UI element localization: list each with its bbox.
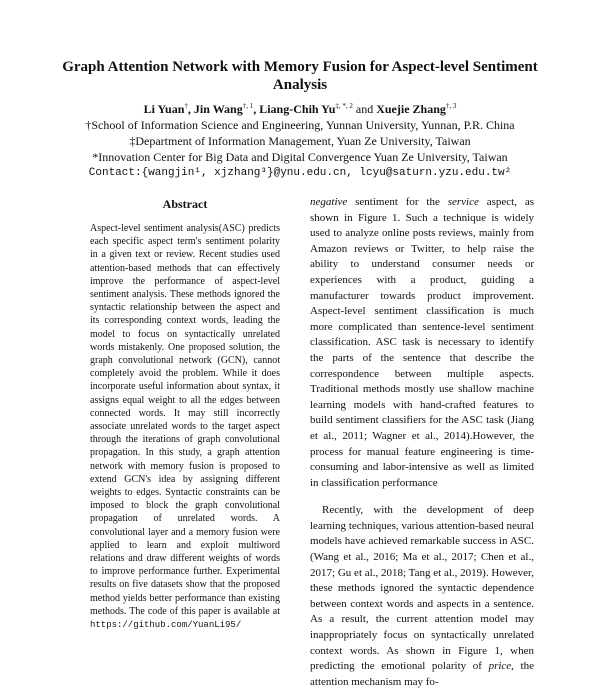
author-names [0,98,600,117]
paragraph-text: Recently, with the development of deep learning techniques, various attention-based neural models have achieved remarkable success in ASC. (Wang et al., 2016; Ma et al., 2017; Chen et al., 2017; Gu et al., 2018; Tang et al., 2019). However, these methods ignored the syntactic dependence between context words and aspects in a sentence. As a result, the current attention model may inappropriately focus on syntactically unrelated context words. As shown in Figure 1, when predicting the emotional polarity of [310,504,534,673]
author-name: Jin Wang [193,102,243,116]
intro-column [310,195,534,690]
contact-line: Contact:{wangjin¹, xjzhang³}@ynu.edu.cn, lcyu@saturn.yzu.edu.tw² [88,167,512,179]
author-joiner: , [187,102,194,116]
affiliation: ‡Department of Information Management, Yuan Ze University, Taiwan [129,134,471,148]
emphasis-text: price [488,660,512,673]
emphasis-text: negative [310,196,348,208]
abstract-text: Aspect-level sentiment analysis(ASC) predicts each specific aspect term's sentiment polarity in a given text or review. Recent studies used attention-based methods that can effectively improve the performance of aspect-level sentiment analysis. These methods ignored the syntactic relationship between the aspect and its corresponding context words, leading the model to focus on syntactically unrelated words mistakenly. One proposed solution, the graph convolutional network (GCN), cannot completely avoid the problem. While it does incorporate useful information about syntax, it assigns equal weight to all the edges between connected words. It may still incorrectly associate unrelated words to the target aspect through the iterations of graph convolutional propagation. In this study, a graph attention network with memory fusion is proposed to extend GCN's idea by assigning different weights to edges. Syntactic constraints can be imposed to block the graph convolutional propagation of unrelated words. A convolutional layer and a memory fusion were applied to learn and exploit multiword relations and draw different weights of words to improve performance further. Experimental results on five datasets show that the proposed method yields better performance than existing methods. The code of this paper is available at [90,223,280,617]
paragraph-text: aspect, as shown in Figure 1. Such a technique is widely used to analyze online posts reviews, mainly from Amazon reviews or Twitter, to help raise the ability to understand consumer needs or experiences with a product, guiding a manufacturer towards product improvement. Aspect-level sentiment classification is much more complicated than sentence-level sentiment classification. ASC task is necessary to identify the parts of the sentence that describe the correspondence between multiple aspects. Traditional methods mostly use shallow machine learning models with hand-crafted features to build sentiment classifiers for the ASC task (Jiang et al., 2011; Wagner et al., 2014).However, the process for manual feature engineering is time-consuming and labor-intensive as well as limited in classification performance [310,196,534,489]
author-joiner: and [352,102,377,116]
paragraph-text: sentiment for the [347,196,448,208]
abstract-body [90,222,280,632]
affiliation: †School of Information Science and Engineering, Yunnan University, Yunnan, P.R. China [85,118,515,132]
emphasis-text: service [447,196,479,208]
author-mark: † [184,102,188,110]
author-name: Liang-Chih Yu [259,102,336,116]
author-joiner: , [253,102,260,116]
author-block [0,98,600,181]
intro-paragraph-1 [310,195,534,491]
paragraph-text: , the attention mechanism may fo- [310,660,534,688]
abstract-heading: Abstract [162,197,208,211]
affiliation: *Innovation Center for Big Data and Digital Convergence Yuan Ze University, Taiwan [92,150,508,164]
author-mark: †, 1 [242,102,254,110]
author-name: Xuejie Zhang [376,102,446,116]
author-name: Li Yuan [143,102,185,116]
author-mark: ‡, *, 2 [335,102,353,110]
code-url-link[interactable]: https://github.com/YuanLi95/ [90,620,242,631]
intro-paragraph-2 [310,503,534,690]
paper-title: Graph Attention Network with Memory Fusion for Aspect-level Sentiment Analysis [62,59,538,93]
author-mark: †, 3 [445,102,457,110]
